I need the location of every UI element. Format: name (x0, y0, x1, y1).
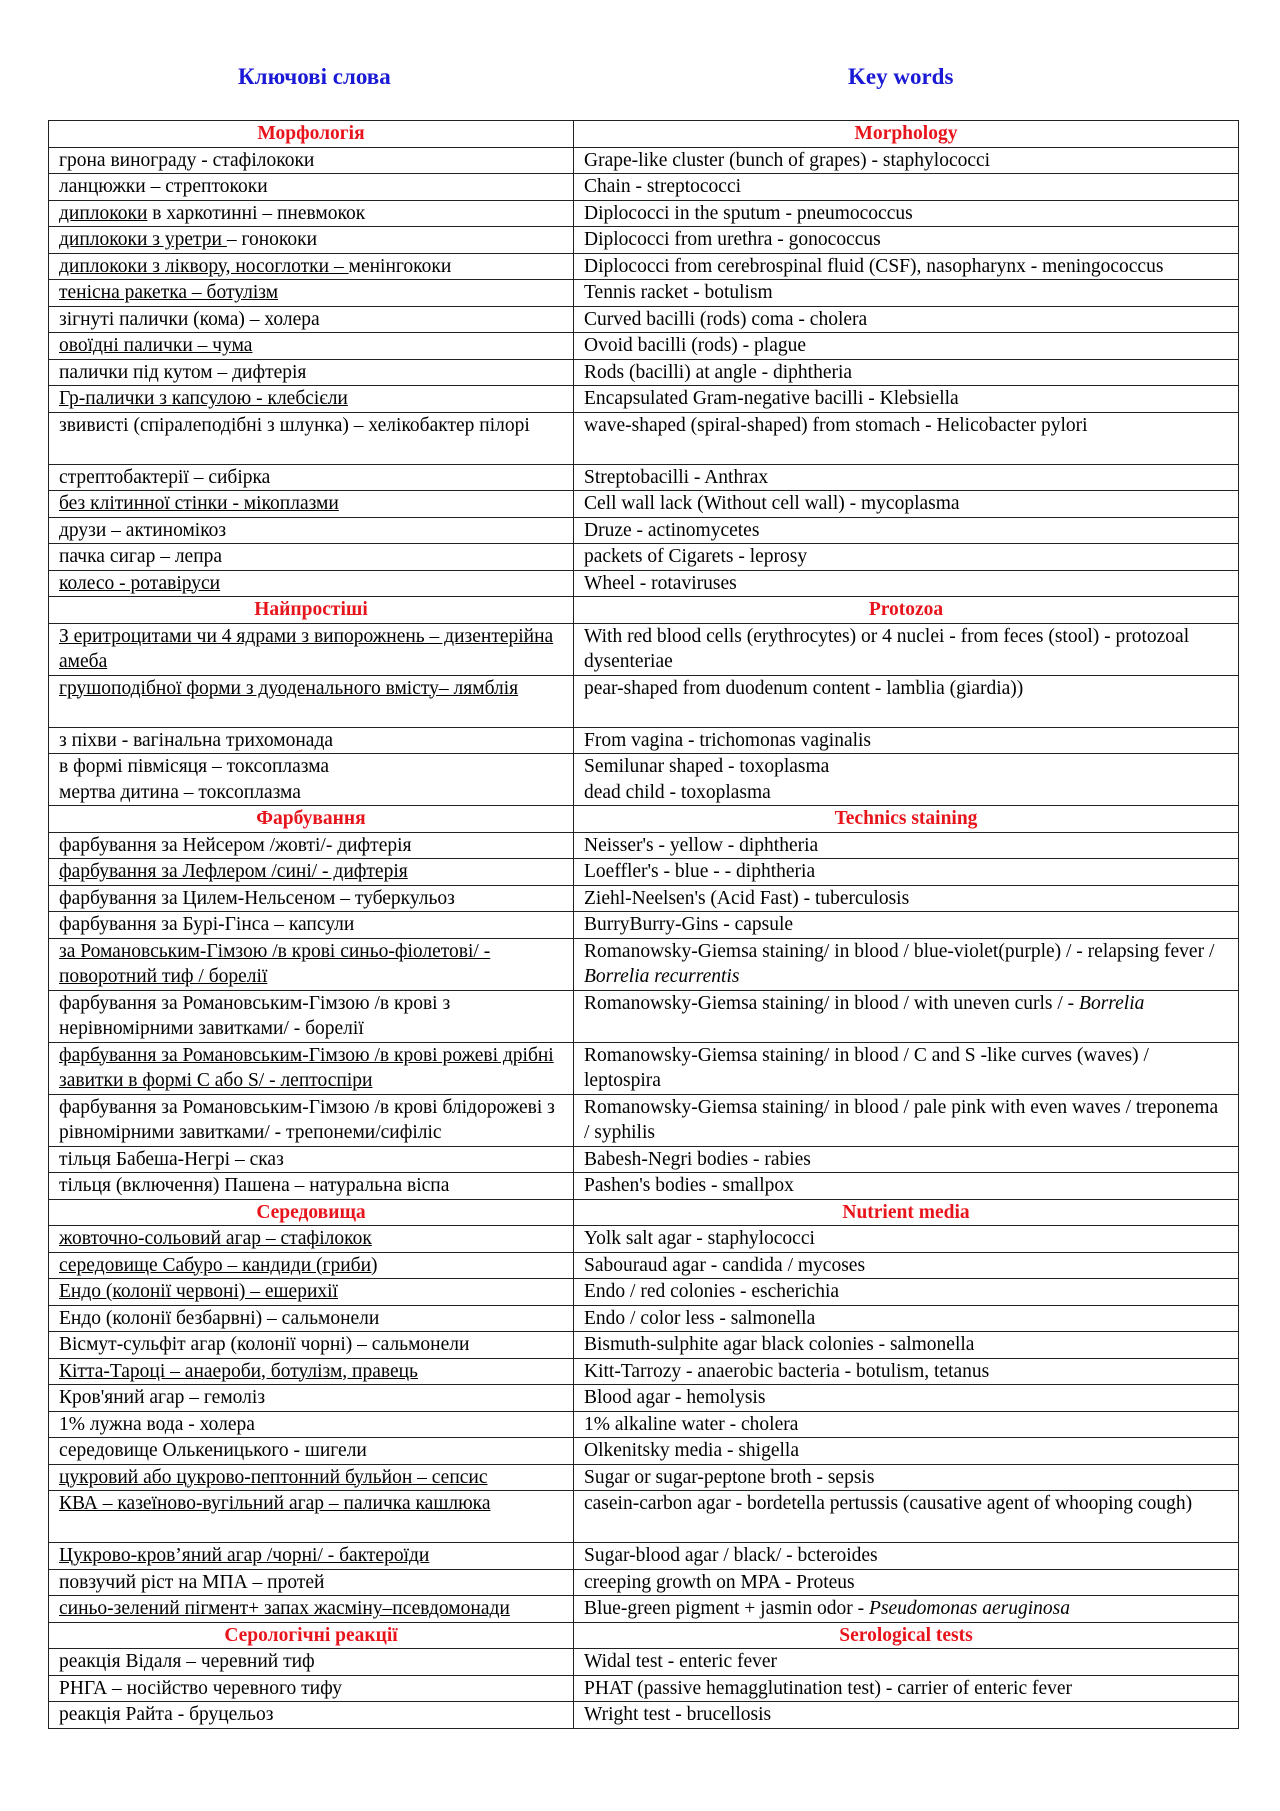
section-title-ukrainian: Фарбування (49, 806, 574, 833)
english-term-cell (574, 1252, 1239, 1279)
ukrainian-term-cell (49, 1438, 574, 1465)
cell-text-segment: 1% лужна вода - холера (59, 1413, 255, 1435)
ukrainian-term-cell (49, 754, 574, 806)
english-term-cell (574, 990, 1239, 1042)
ukrainian-term-cell (49, 333, 574, 360)
table-row (49, 912, 1239, 939)
cell-text-segment: 1% alkaline water - cholera (584, 1413, 799, 1435)
table-row (49, 1173, 1239, 1200)
cell-text-segment: Encapsulated Gram-negative bacilli - Klebsiella (584, 388, 959, 409)
english-term-cell (574, 491, 1239, 518)
cell-text-segment: синьо-зелений пігмент+ запах жасміну–псевдомонади (59, 1598, 510, 1619)
heading-english: Key words (848, 64, 954, 89)
english-term-cell (574, 333, 1239, 360)
english-term-cell (574, 1173, 1239, 1200)
section-header-row (49, 1622, 1239, 1649)
english-term-cell (574, 859, 1239, 886)
section-title-english: Morphology (574, 121, 1239, 148)
ukrainian-term-cell (49, 1252, 574, 1279)
cell-text-segment: PHAT (passive hemagglutination test) - carrier of enteric fever (584, 1677, 1073, 1699)
ukrainian-term-cell (49, 1358, 574, 1385)
table-row (49, 938, 1239, 990)
cell-text-segment: цукровий або цукрово-пептонний бульйон – сепсис (59, 1466, 488, 1488)
english-term-cell (574, 1385, 1239, 1412)
cell-text-segment: BurryBurry-Gins - capsule (584, 914, 794, 935)
cell-text-segment: Borrelia (1079, 992, 1145, 1014)
ukrainian-term-cell (49, 1596, 574, 1623)
ukrainian-term-cell (49, 386, 574, 413)
table-row (49, 1042, 1239, 1094)
cell-text-segment: Borrelia recurrentis (584, 966, 740, 987)
cell-text-segment: Neisser's - yellow - diphtheria (584, 834, 819, 856)
section-title-ukrainian: Середовища (49, 1199, 574, 1226)
table-row (49, 491, 1239, 518)
cell-text-segment: в харкотинні – пневмокок (147, 202, 366, 224)
page-headings (48, 64, 1238, 94)
ukrainian-term-cell (49, 200, 574, 227)
ukrainian-term-cell (49, 1279, 574, 1306)
section-title-ukrainian: Найпростіші (49, 597, 574, 624)
english-term-cell (574, 1146, 1239, 1173)
cell-text-segment: З еритроцитами чи 4 ядрами з випорожнень – дизентерійна амеба (59, 625, 554, 672)
section-title-ukrainian: Серологічні реакції (49, 1622, 574, 1649)
ukrainian-term-cell (49, 990, 574, 1042)
table-row (49, 885, 1239, 912)
english-term-cell (574, 885, 1239, 912)
cell-text-segment: packets of Cigarets - leprosy (584, 546, 808, 567)
cell-text-segment: Widal test - enteric fever (584, 1651, 778, 1672)
cell-text-segment: з піхви - вагінальна трихомонада (59, 729, 334, 751)
cell-text-segment: Endo / color less - salmonella (584, 1307, 816, 1329)
section-header-row (49, 597, 1239, 624)
cell-text-segment: Sabouraud agar - candida / mycoses (584, 1254, 866, 1276)
table-row (49, 253, 1239, 280)
ukrainian-term-cell (49, 1146, 574, 1173)
english-term-cell (574, 623, 1239, 675)
cell-text-segment: Bismuth-sulphite agar black colonies - salmonella (584, 1334, 975, 1355)
cell-text-segment: Curved bacilli (rods) coma - cholera (584, 308, 868, 330)
english-term-cell (574, 147, 1239, 174)
table-row (49, 1411, 1239, 1438)
english-term-cell (574, 517, 1239, 544)
ukrainian-term-cell (49, 464, 574, 491)
english-term-cell (574, 1226, 1239, 1253)
cell-text-segment: зігнуті палички (кома) – холера (59, 308, 320, 330)
cell-text-segment: Pseudomonas aeruginosa (869, 1598, 1070, 1619)
ukrainian-term-cell (49, 174, 574, 201)
cell-text-segment: Romanowsky-Giemsa staining/ in blood / C and S -like curves (waves) / leptospira (584, 1044, 1149, 1091)
ukrainian-term-cell (49, 832, 574, 859)
cell-text-segment: менінгококи (348, 255, 452, 277)
cell-text-segment: фарбування за Нейсером /жовті/- дифтерія (59, 834, 412, 856)
table-row (49, 1649, 1239, 1676)
table-row (49, 1543, 1239, 1570)
cell-text-segment: Romanowsky-Giemsa staining/ in blood / with uneven curls / - (584, 992, 1080, 1014)
table-row (49, 544, 1239, 571)
table-row (49, 1094, 1239, 1146)
cell-text-segment: Кітта-Тароці – анаероби, ботулізм, правець (59, 1360, 418, 1382)
table-row (49, 1569, 1239, 1596)
cell-text-segment: повзучий ріст на МПА – протей (59, 1571, 325, 1593)
english-term-cell (574, 754, 1239, 806)
ukrainian-term-cell (49, 1464, 574, 1491)
table-row (49, 727, 1239, 754)
section-title-english: Technics staining (574, 806, 1239, 833)
section-title-english: Nutrient media (574, 1199, 1239, 1226)
ukrainian-term-cell (49, 147, 574, 174)
cell-text-segment: Цукрово-кров’яний агар /чорні/ - бактероїди (59, 1545, 430, 1566)
cell-text-segment: Romanowsky-Giemsa staining/ in blood / blue-violet(purple) / - relapsing fever / (584, 940, 1215, 962)
ukrainian-term-cell (49, 623, 574, 675)
cell-text-segment: From vagina - trichomonas vaginalis (584, 729, 872, 751)
ukrainian-term-cell (49, 306, 574, 333)
english-term-cell (574, 1438, 1239, 1465)
ukrainian-term-cell (49, 570, 574, 597)
cell-text-segment: пачка сигар – лепра (59, 546, 223, 567)
cell-text-segment: тенісна ракетка – ботулізм (59, 282, 279, 303)
cell-text-segment: за Романовським-Гімзою /в крові синьо-фіолетові/ - поворотний тиф / борелії (59, 940, 491, 987)
cell-text-segment: мертва дитина – токсоплазма (59, 781, 301, 803)
cell-text-segment: в формі півмісяця – токсоплазма (59, 756, 330, 777)
table-row (49, 1385, 1239, 1412)
table-row (49, 306, 1239, 333)
cell-text-segment: Diplococci from cerebrospinal fluid (CSF), nasopharynx - meningococcus (584, 255, 1164, 277)
ukrainian-term-cell (49, 1305, 574, 1332)
english-term-cell (574, 1649, 1239, 1676)
cell-text-segment: Blue-green pigment + jasmin odor - (584, 1598, 870, 1619)
table-row (49, 386, 1239, 413)
ukrainian-term-cell (49, 1385, 574, 1412)
table-row (49, 464, 1239, 491)
ukrainian-term-cell (49, 412, 574, 464)
table-row (49, 1438, 1239, 1465)
cell-text-segment: Semilunar shaped - toxoplasma (584, 756, 830, 777)
ukrainian-term-cell (49, 675, 574, 727)
ukrainian-term-cell (49, 727, 574, 754)
cell-text-segment: диплококи з ліквору, носоглотки – (59, 255, 349, 277)
cell-text-segment: Sugar or sugar-peptone broth - sepsis (584, 1466, 875, 1488)
table-row (49, 200, 1239, 227)
ukrainian-term-cell (49, 491, 574, 518)
cell-text-segment: Druze - actinomycetes (584, 519, 760, 541)
english-term-cell (574, 1358, 1239, 1385)
ukrainian-term-cell (49, 280, 574, 307)
english-term-cell (574, 1279, 1239, 1306)
keywords-table-body (49, 121, 1239, 1729)
ukrainian-term-cell (49, 1042, 574, 1094)
heading-ukrainian: Ключові слова (238, 64, 391, 89)
english-term-cell (574, 412, 1239, 464)
cell-text-segment: Гр-палички з капсулою - клебсієли (59, 388, 348, 409)
section-header-row (49, 1199, 1239, 1226)
cell-text-segment: Romanowsky-Giemsa staining/ in blood / pale pink with even waves / treponema / syphilis (584, 1096, 1219, 1143)
ukrainian-term-cell (49, 912, 574, 939)
cell-text-segment: Wright test - brucellosis (584, 1704, 772, 1725)
cell-text-segment: Diplococci from urethra - gonococcus (584, 229, 881, 250)
table-row (49, 147, 1239, 174)
cell-text-segment: фарбування за Романовським-Гімзою /в крові блідорожеві з рівномірними завитками/ - трепонеми/сифіліс (59, 1096, 555, 1143)
cell-text-segment: creeping growth on MPA - Proteus (584, 1571, 855, 1593)
cell-text-segment: Tennis racket - botulism (584, 282, 773, 303)
table-row (49, 1279, 1239, 1306)
ukrainian-term-cell (49, 253, 574, 280)
cell-text-segment: середовище Олькеницького - шигели (59, 1440, 367, 1461)
cell-text-segment: фарбування за Романовським-Гімзою /в крові рожеві дрібні завитки в формі С або S/ - лептоспіри (59, 1044, 554, 1091)
table-row (49, 1332, 1239, 1359)
ukrainian-term-cell (49, 517, 574, 544)
section-header-row (49, 121, 1239, 148)
table-row (49, 1596, 1239, 1623)
cell-text-segment: Кров'яний агар – гемоліз (59, 1387, 266, 1408)
cell-text-segment: Ендо (колонії безбарвні) – сальмонели (59, 1307, 380, 1329)
table-row (49, 1252, 1239, 1279)
section-title-english: Serological tests (574, 1622, 1239, 1649)
english-term-cell (574, 253, 1239, 280)
table-row (49, 1358, 1239, 1385)
cell-text-segment: Wheel - rotaviruses (584, 572, 737, 594)
table-row (49, 1702, 1239, 1729)
english-term-cell (574, 174, 1239, 201)
cell-text-segment: Ендо (колонії червоні) – ешерихії (59, 1281, 338, 1302)
cell-text-segment: фарбування за Романовським-Гімзою /в крові з нерівномірними завитками/ - борелії (59, 992, 451, 1039)
ukrainian-term-cell (49, 1332, 574, 1359)
cell-text-segment: Loeffler's - blue - - diphtheria (584, 861, 816, 882)
table-row (49, 517, 1239, 544)
section-title-english: Protozoa (574, 597, 1239, 624)
table-row (49, 859, 1239, 886)
english-term-cell (574, 1491, 1239, 1543)
cell-text-segment: Sugar-blood agar / black/ - bcteroides (584, 1545, 878, 1566)
table-row (49, 1305, 1239, 1332)
english-term-cell (574, 727, 1239, 754)
cell-text-segment: реакція Райта - бруцельоз (59, 1704, 274, 1725)
ukrainian-term-cell (49, 1491, 574, 1543)
cell-text-segment: КВА – казеїново-вугільний агар – паличка кашлюка (59, 1493, 491, 1514)
table-row (49, 227, 1239, 254)
english-term-cell (574, 938, 1239, 990)
english-term-cell (574, 912, 1239, 939)
table-row (49, 359, 1239, 386)
cell-text-segment: фарбування за Лефлером /сині/ - дифтерія (59, 861, 408, 882)
cell-text-segment: With red blood cells (erythrocytes) or 4 nuclei - from feces (stool) - protozoal dysenteriae (584, 625, 1190, 672)
section-title-ukrainian: Морфологія (49, 121, 574, 148)
ukrainian-term-cell (49, 544, 574, 571)
cell-text-segment: Endo / red colonies - escherichia (584, 1281, 840, 1302)
english-term-cell (574, 1543, 1239, 1570)
cell-text-segment: грона винограду - стафілококи (59, 149, 315, 171)
ukrainian-term-cell (49, 1702, 574, 1729)
english-term-cell (574, 1702, 1239, 1729)
english-term-cell (574, 1305, 1239, 1332)
table-row (49, 1675, 1239, 1702)
english-term-cell (574, 386, 1239, 413)
english-term-cell (574, 280, 1239, 307)
cell-text-segment: тільця (включення) Пашена – натуральна віспа (59, 1175, 450, 1196)
cell-text-segment: палички під кутом – дифтерія (59, 361, 307, 383)
table-row (49, 832, 1239, 859)
cell-text-segment: Pashen's bodies - smallpox (584, 1175, 794, 1196)
table-row (49, 754, 1239, 806)
ukrainian-term-cell (49, 885, 574, 912)
ukrainian-term-cell (49, 1543, 574, 1570)
cell-text-segment: wave-shaped (spiral-shaped) from stomach - Helicobacter pylori (584, 414, 1088, 436)
english-term-cell (574, 200, 1239, 227)
cell-text-segment: колесо - ротавіруси (59, 572, 221, 594)
cell-text-segment: середовище Сабуро – кандиди (гриби) (59, 1254, 378, 1276)
cell-text-segment: стрептобактерії – сибірка (59, 466, 271, 488)
ukrainian-term-cell (49, 1173, 574, 1200)
cell-text-segment: Rods (bacilli) at angle - diphtheria (584, 361, 853, 383)
cell-text-segment: Ovoid bacilli (rods) - plague (584, 335, 807, 356)
cell-text-segment: фарбування за Цилем-Нельсеном – туберкульоз (59, 887, 455, 909)
table-row (49, 675, 1239, 727)
table-row (49, 570, 1239, 597)
cell-text-segment: овоїдні палички – чума (59, 335, 253, 356)
cell-text-segment: жовточно-сольовий агар – стафілокок (59, 1228, 372, 1249)
english-term-cell (574, 544, 1239, 571)
cell-text-segment: Yolk salt agar - staphylococci (584, 1228, 815, 1249)
table-row (49, 1226, 1239, 1253)
cell-text-segment: тільця Бабеша-Негрі – сказ (59, 1148, 284, 1170)
table-row (49, 1464, 1239, 1491)
cell-text-segment: casein-carbon agar - bordetella pertussis (causative agent of whooping cough) (584, 1493, 1193, 1514)
ukrainian-term-cell (49, 227, 574, 254)
ukrainian-term-cell (49, 1094, 574, 1146)
english-term-cell (574, 1675, 1239, 1702)
table-row (49, 623, 1239, 675)
table-row (49, 333, 1239, 360)
ukrainian-term-cell (49, 938, 574, 990)
english-term-cell (574, 464, 1239, 491)
english-term-cell (574, 1042, 1239, 1094)
english-term-cell (574, 227, 1239, 254)
english-term-cell (574, 1094, 1239, 1146)
cell-text-segment: диплококи з уретри (59, 229, 227, 250)
ukrainian-term-cell (49, 1411, 574, 1438)
table-row (49, 990, 1239, 1042)
cell-text-segment: Babesh-Negri bodies - rabies (584, 1148, 811, 1170)
english-term-cell (574, 1411, 1239, 1438)
cell-text-segment: звивисті (спіралеподібні з шлунка) – хелікобактер пілорі (59, 414, 530, 436)
ukrainian-term-cell (49, 859, 574, 886)
english-term-cell (574, 675, 1239, 727)
english-term-cell (574, 359, 1239, 386)
table-row (49, 174, 1239, 201)
ukrainian-term-cell (49, 359, 574, 386)
cell-text-segment: Chain - streptococci (584, 176, 742, 197)
table-row (49, 280, 1239, 307)
english-term-cell (574, 1332, 1239, 1359)
cell-text-segment: грушоподібної форми з дуоденального вмісту– лямблія (59, 677, 519, 699)
cell-text-segment: Blood agar - hemolysis (584, 1387, 766, 1408)
table-row (49, 1146, 1239, 1173)
cell-text-segment: фарбування за Бурі-Гінса – капсули (59, 914, 355, 935)
cell-text-segment: диплококи (59, 202, 148, 224)
cell-text-segment: Kitt-Tarrozy - anaerobic bacteria - botulism, tetanus (584, 1360, 990, 1382)
cell-text-segment: Olkenitsky media - shigella (584, 1440, 799, 1461)
english-term-cell (574, 1596, 1239, 1623)
section-header-row (49, 806, 1239, 833)
ukrainian-term-cell (49, 1675, 574, 1702)
cell-text-segment: друзи – актиномікоз (59, 519, 227, 541)
cell-text-segment: Вісмут-сульфіт агар (колонії чорні) – сальмонели (59, 1334, 470, 1355)
cell-text-segment: без клітинної стінки - мікоплазми (59, 493, 339, 514)
cell-text-segment: pear-shaped from duodenum content - lamblia (giardia)) (584, 677, 1024, 699)
ukrainian-term-cell (49, 1226, 574, 1253)
cell-text-segment: ланцюжки – стрептококи (59, 176, 268, 197)
ukrainian-term-cell (49, 1649, 574, 1676)
cell-text-segment: Cell wall lack (Without cell wall) - mycoplasma (584, 493, 960, 514)
keywords-table (48, 120, 1239, 1729)
cell-text-segment: – гонококи (226, 229, 318, 250)
english-term-cell (574, 832, 1239, 859)
english-term-cell (574, 306, 1239, 333)
cell-text-segment: dead child - toxoplasma (584, 781, 771, 803)
cell-text-segment: реакція Відаля – черевний тиф (59, 1651, 315, 1672)
table-row (49, 412, 1239, 464)
cell-text-segment: РНГА – носійство черевного тифу (59, 1677, 342, 1699)
english-term-cell (574, 1569, 1239, 1596)
cell-text-segment: Ziehl-Neelsen's (Acid Fast) - tuberculosis (584, 887, 910, 909)
cell-text-segment: Streptobacilli - Anthrax (584, 466, 769, 488)
english-term-cell (574, 1464, 1239, 1491)
cell-text-segment: Diplococci in the sputum - pneumococcus (584, 202, 913, 224)
cell-text-segment: Grape-like cluster (bunch of grapes) - staphylococci (584, 149, 991, 171)
english-term-cell (574, 570, 1239, 597)
table-row (49, 1491, 1239, 1543)
ukrainian-term-cell (49, 1569, 574, 1596)
